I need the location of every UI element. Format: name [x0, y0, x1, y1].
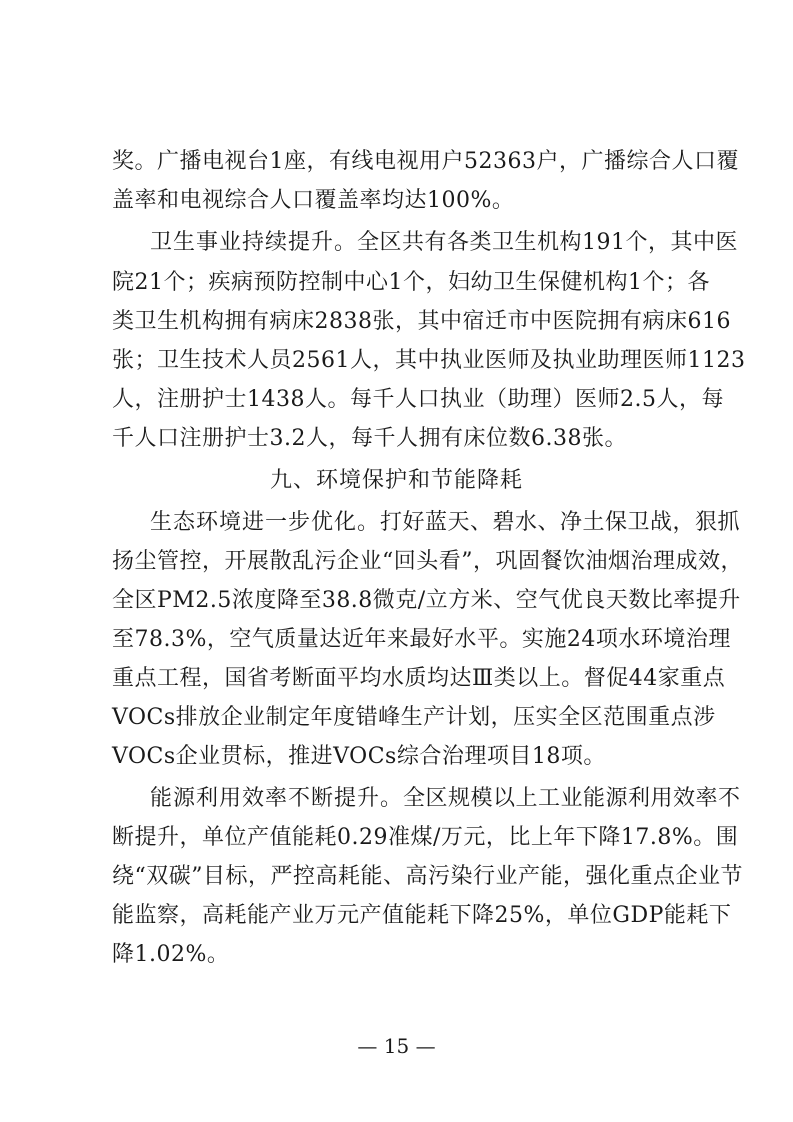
- paragraph-lead-phrase: 能源利用效率不断提升。: [150, 786, 404, 811]
- paragraph-line: 全区PM2.5浓度降至38.8微克/立方米、空气优良天数比率提升: [112, 588, 741, 613]
- paragraph-line: 能监察，高耗能产业万元产值能耗下降25%，单位GDP能耗下: [112, 903, 732, 928]
- paragraph-line: 类卫生机构拥有病床2838张，其中宿迁市中医院拥有病床616: [112, 309, 731, 334]
- paragraph-line: 断提升，单位产值能耗0.29准煤/万元，比上年下降17.8%。围: [112, 825, 739, 850]
- paragraph-line: 人，注册护士1438人。每千人口执业（助理）医师2.5人，每: [112, 387, 724, 412]
- paragraph-text: 打好蓝天、碧水、净土保卫战，狠抓: [380, 510, 741, 535]
- paragraph-line: 至78.3%，空气质量达近年来最好水平。实施24项水环境治理: [112, 627, 731, 652]
- paragraph-text: 全区共有各类卫生机构191个，其中医: [357, 230, 739, 255]
- paragraph-lead-phrase: 卫生事业持续提升。: [150, 230, 358, 255]
- paragraph-text: 全区规模以上工业能源利用效率不: [403, 786, 741, 811]
- paragraph-first-line: [150, 228, 739, 258]
- paragraph-line: 千人口注册护士3.2人，每千人拥有床位数6.38张。: [112, 426, 627, 451]
- paragraph-first-line: [150, 784, 741, 814]
- paragraph-line: 扬尘管控，开展散乱污企业“回头看”，巩固餐饮油烟治理成效，: [112, 549, 743, 574]
- page-number: — 15 —: [357, 1034, 436, 1058]
- paragraph-line: 降1.02%。: [112, 942, 230, 967]
- paragraph-line: VOCs企业贯标，推进VOCs综合治理项目18项。: [112, 744, 606, 769]
- paragraph-line: 绕“双碳”目标，严控高耗能、高污染行业产能，强化重点企业节: [112, 864, 743, 889]
- paragraph-line: 重点工程，国省考断面平均水质均达Ⅲ类以上。督促44家重点: [112, 666, 726, 691]
- paragraph-line: VOCs排放企业制定年度错峰生产计划，压实全区范围重点涉: [112, 705, 716, 730]
- paragraph-line: 院21个；疾病预防控制中心1个，妇幼卫生保健机构1个；各: [112, 270, 710, 295]
- section-heading: 九、环境保护和节能降耗: [269, 468, 523, 493]
- paragraph-line: 张；卫生技术人员2561人，其中执业医师及执业助理医师1123: [112, 348, 746, 373]
- paragraph-line: 盖率和电视综合人口覆盖率均达100%。: [112, 188, 515, 213]
- paragraph-first-line: [150, 508, 741, 538]
- paragraph-lead-phrase: 生态环境进一步优化。: [150, 510, 381, 535]
- paragraph-line: 奖。广播电视台1座，有线电视用户52363户，广播综合人口覆: [112, 149, 739, 174]
